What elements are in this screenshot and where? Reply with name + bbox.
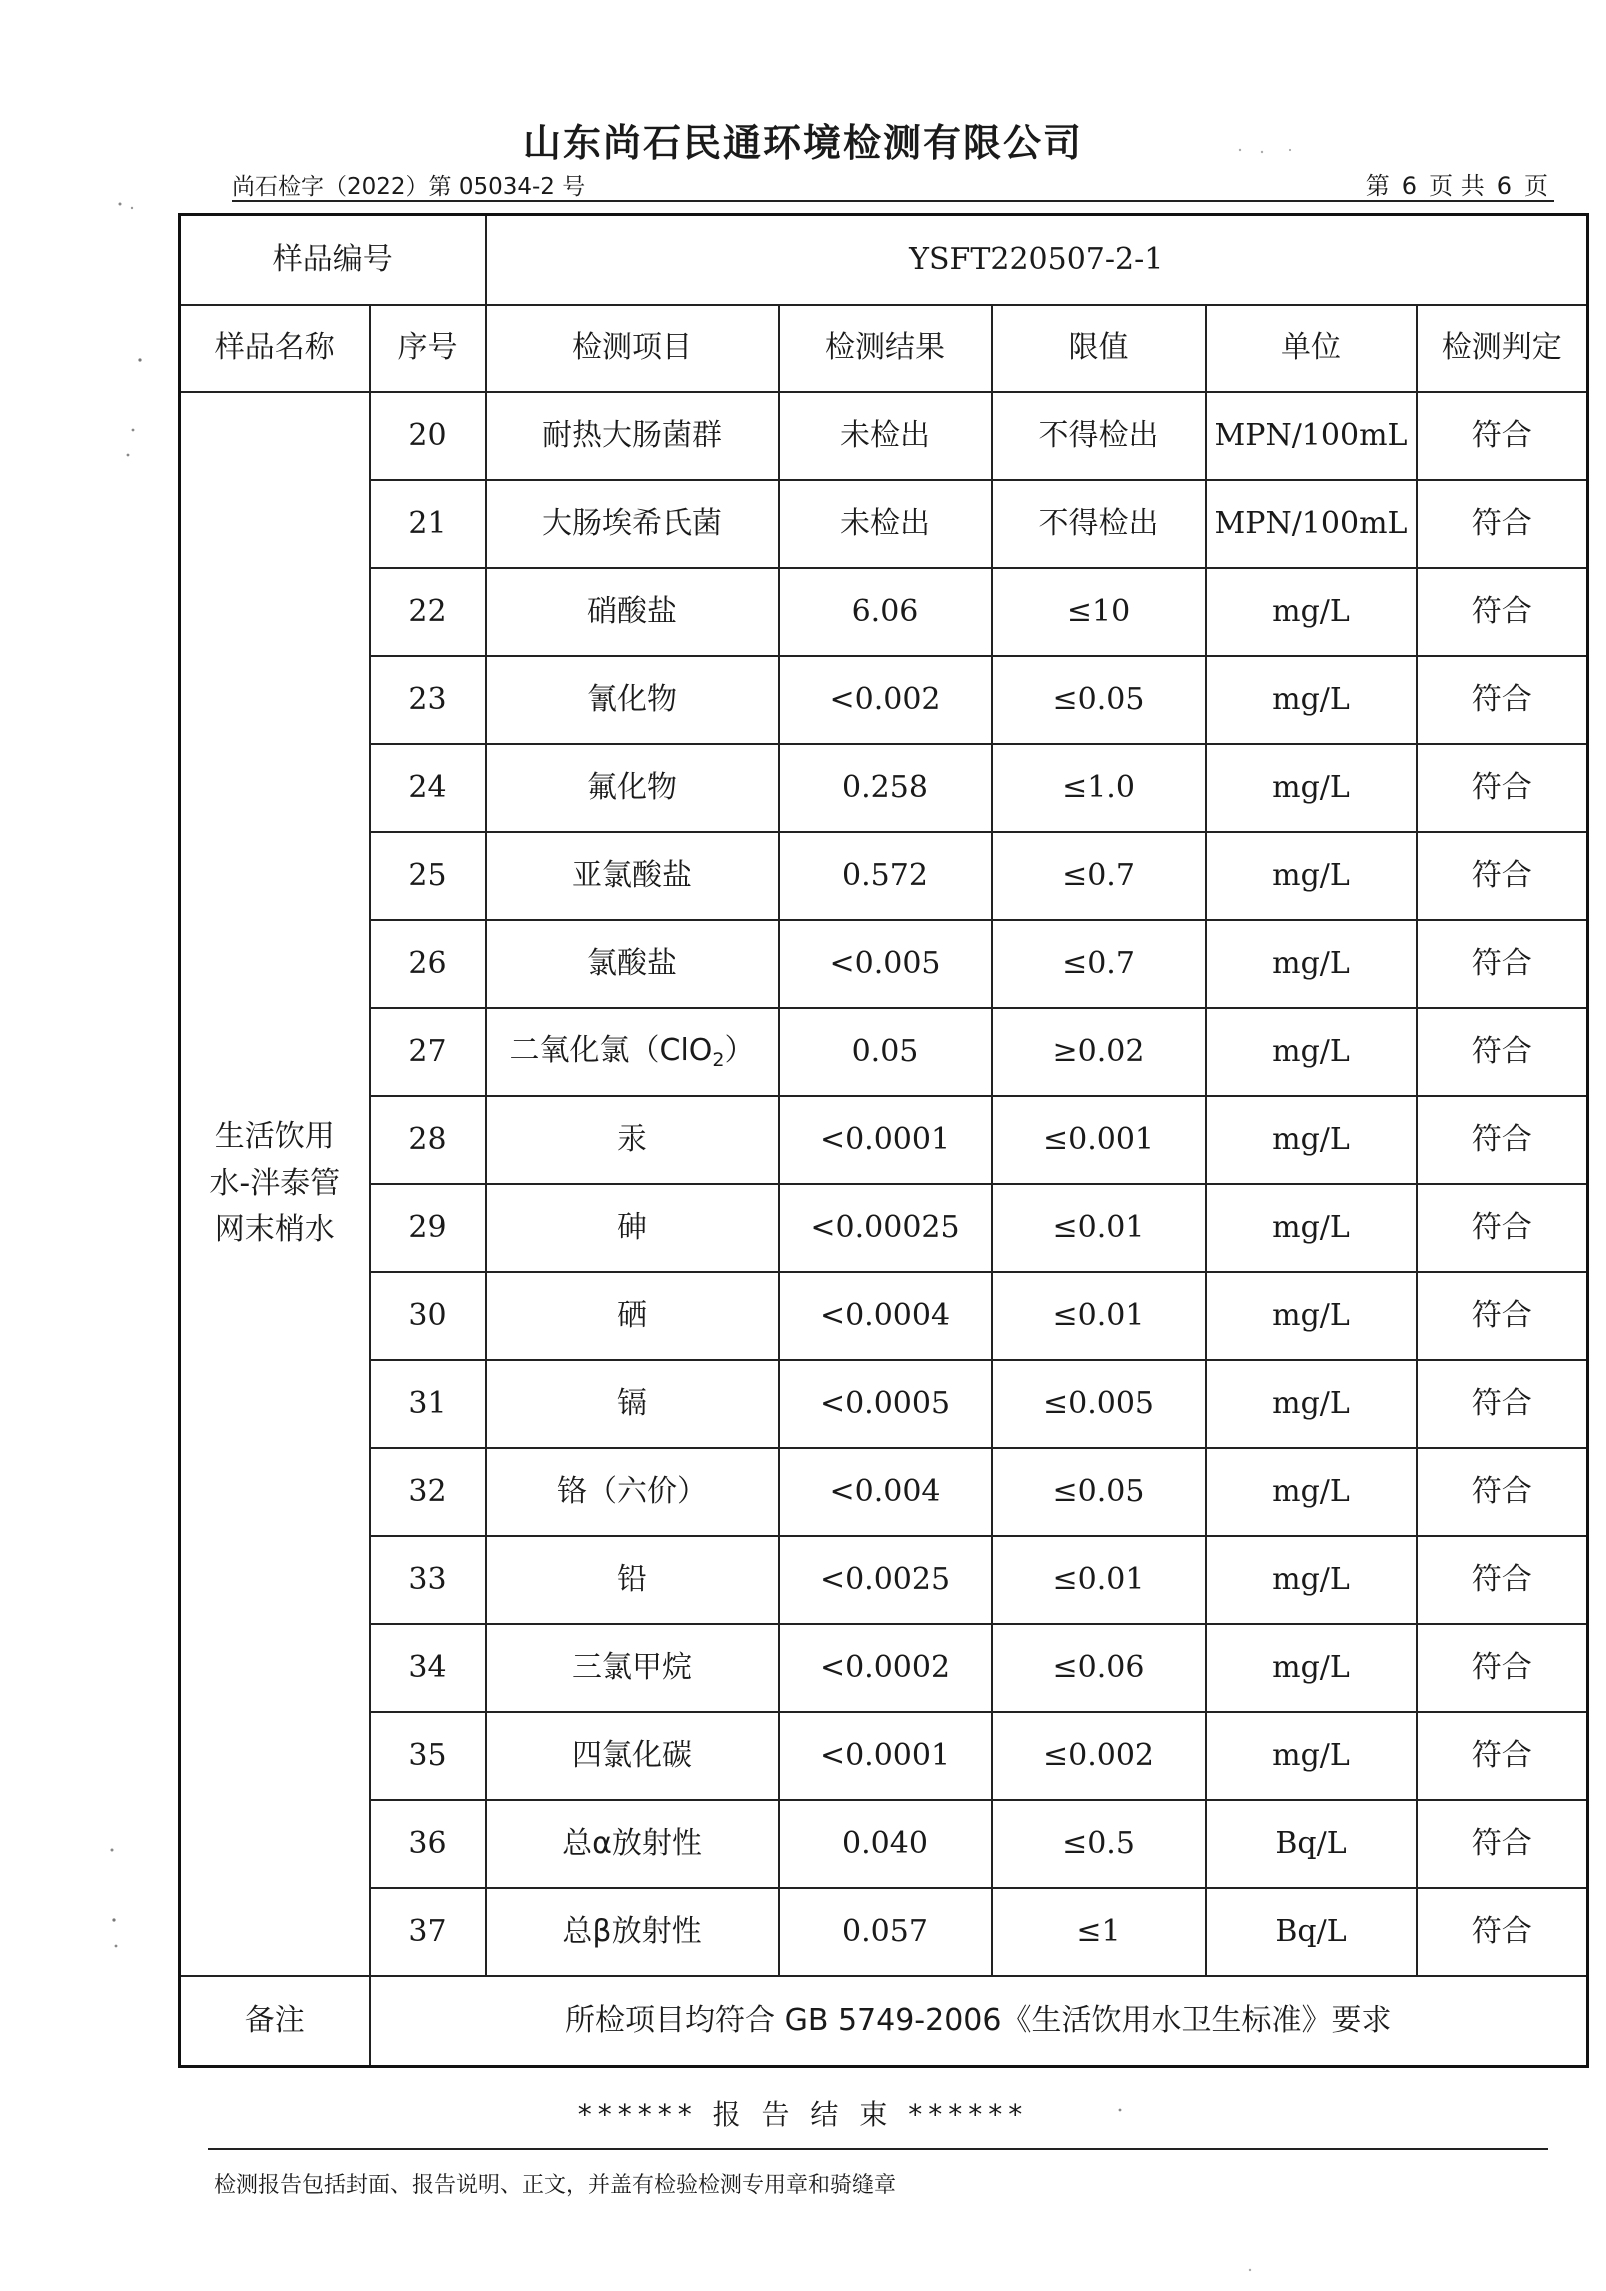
unit-cell: mg/L: [1206, 920, 1417, 1008]
header-sample-name: 样品名称: [180, 305, 370, 392]
limit-cell: ≤0.7: [992, 920, 1206, 1008]
item-text: 二氧化氯（ClO: [509, 1032, 713, 1068]
limit-cell: ≤0.01: [992, 1272, 1206, 1360]
limit-cell: ≤0.001: [992, 1096, 1206, 1184]
sample-id-value: YSFT220507-2-1: [486, 215, 1588, 306]
header-result: 检测结果: [779, 305, 992, 392]
unit-cell: mg/L: [1206, 1096, 1417, 1184]
item-cell: 大肠埃希氏菌: [486, 480, 779, 568]
item-cell: 亚氯酸盐: [486, 832, 779, 920]
page-total: 6: [1496, 172, 1512, 200]
page-indicator: [1360, 166, 1554, 201]
result-cell: <0.004: [779, 1448, 992, 1536]
limit-cell: ≥0.02: [992, 1008, 1206, 1096]
verdict-cell: 符合: [1417, 480, 1588, 568]
result-cell: <0.0005: [779, 1360, 992, 1448]
item-cell: 氯酸盐: [486, 920, 779, 1008]
result-cell: 0.572: [779, 832, 992, 920]
verdict-cell: 符合: [1417, 1360, 1588, 1448]
seq-cell: 36: [370, 1800, 486, 1888]
table-row: [180, 392, 1588, 480]
unit-cell: mg/L: [1206, 832, 1417, 920]
item-cell: 镉: [486, 1360, 779, 1448]
header-divider: [232, 200, 1554, 202]
table-row: [180, 1712, 1588, 1800]
seq-cell: 22: [370, 568, 486, 656]
item-cell: 耐热大肠菌群: [486, 392, 779, 480]
seq-cell: 35: [370, 1712, 486, 1800]
item-cell: 四氯化碳: [486, 1712, 779, 1800]
table-row: [180, 744, 1588, 832]
limit-cell: ≤0.5: [992, 1800, 1206, 1888]
limit-cell: ≤0.005: [992, 1360, 1206, 1448]
verdict-cell: 符合: [1417, 392, 1588, 480]
unit-cell: mg/L: [1206, 1008, 1417, 1096]
company-name: 山东尚石民通环境检测有限公司: [522, 121, 1083, 165]
result-cell: <0.0025: [779, 1536, 992, 1624]
item-cell: 铅: [486, 1536, 779, 1624]
item-cell: 汞: [486, 1096, 779, 1184]
verdict-cell: 符合: [1417, 1448, 1588, 1536]
table-row: [180, 480, 1588, 568]
unit-cell: mg/L: [1206, 1184, 1417, 1272]
footer-note: 检测报告包括封面、报告说明、正文，并盖有检验检测专用章和骑缝章: [214, 2173, 897, 2198]
seq-cell: 20: [370, 392, 486, 480]
seq-cell: 33: [370, 1536, 486, 1624]
unit-cell: MPN/100mL: [1206, 480, 1417, 568]
limit-cell: ≤1.0: [992, 744, 1206, 832]
limit-cell: ≤0.05: [992, 656, 1206, 744]
item-cell: 氟化物: [486, 744, 779, 832]
table-row: [180, 1008, 1588, 1096]
verdict-cell: 符合: [1417, 568, 1588, 656]
unit-cell: mg/L: [1206, 1448, 1417, 1536]
remarks-label: 备注: [180, 1976, 370, 2067]
item-cell: 硝酸盐: [486, 568, 779, 656]
page-label-suffix: 页: [1524, 172, 1548, 200]
result-cell: <0.0001: [779, 1096, 992, 1184]
result-cell: <0.002: [779, 656, 992, 744]
limit-cell: ≤0.05: [992, 1448, 1206, 1536]
unit-cell: mg/L: [1206, 1360, 1417, 1448]
header-seq: 序号: [370, 305, 486, 392]
unit-cell: mg/L: [1206, 1272, 1417, 1360]
seq-cell: 34: [370, 1624, 486, 1712]
item-cell: 砷: [486, 1184, 779, 1272]
result-cell: 0.040: [779, 1800, 992, 1888]
unit-cell: mg/L: [1206, 1624, 1417, 1712]
table-row: [180, 832, 1588, 920]
result-cell: 未检出: [779, 480, 992, 568]
seq-cell: 25: [370, 832, 486, 920]
result-cell: 0.258: [779, 744, 992, 832]
result-cell: 6.06: [779, 568, 992, 656]
test-results-table: [178, 213, 1589, 2068]
verdict-cell: 符合: [1417, 1184, 1588, 1272]
page-label-mid: 页 共: [1429, 172, 1485, 200]
result-cell: <0.005: [779, 920, 992, 1008]
table-row: [180, 1184, 1588, 1272]
seq-cell: 29: [370, 1184, 486, 1272]
table-row: [180, 1272, 1588, 1360]
table-row: [180, 568, 1588, 656]
table-row: [180, 1624, 1588, 1712]
unit-cell: MPN/100mL: [1206, 392, 1417, 480]
column-header-row: [180, 305, 1588, 392]
unit-cell: mg/L: [1206, 1712, 1417, 1800]
remarks-text: 所检项目均符合 GB 5749-2006《生活饮用水卫生标准》要求: [370, 1976, 1588, 2067]
verdict-cell: 符合: [1417, 1800, 1588, 1888]
page-label-prefix: 第: [1365, 172, 1390, 200]
sample-name-cell: 生活饮用水-泮泰管网末梢水: [180, 392, 370, 1976]
result-cell: <0.00025: [779, 1184, 992, 1272]
table-row: [180, 1800, 1588, 1888]
limit-cell: ≤0.7: [992, 832, 1206, 920]
limit-cell: ≤0.01: [992, 1184, 1206, 1272]
item-text-suffix: ）: [724, 1032, 755, 1068]
limit-cell: ≤0.01: [992, 1536, 1206, 1624]
limit-cell: ≤0.002: [992, 1712, 1206, 1800]
limit-cell: ≤0.06: [992, 1624, 1206, 1712]
verdict-cell: 符合: [1417, 1624, 1588, 1712]
item-cell: 氰化物: [486, 656, 779, 744]
seq-cell: 26: [370, 920, 486, 1008]
table-row: [180, 1888, 1588, 1976]
table-row: [180, 1096, 1588, 1184]
report-end-mark: ****** 报 告 结 束 ******: [577, 2098, 1029, 2131]
unit-cell: mg/L: [1206, 744, 1417, 832]
limit-cell: 不得检出: [992, 392, 1206, 480]
seq-cell: 27: [370, 1008, 486, 1096]
table-row: [180, 1536, 1588, 1624]
item-cell: 三氯甲烷: [486, 1624, 779, 1712]
sample-id-label: 样品编号: [180, 215, 486, 306]
item-cell: 总α放射性: [486, 1800, 779, 1888]
seq-cell: 21: [370, 480, 486, 568]
verdict-cell: 符合: [1417, 1888, 1588, 1976]
seq-cell: 37: [370, 1888, 486, 1976]
document-number: 尚石检字（2022）第 05034-2 号: [232, 174, 586, 200]
seq-cell: 30: [370, 1272, 486, 1360]
unit-cell: Bq/L: [1206, 1888, 1417, 1976]
seq-cell: 32: [370, 1448, 486, 1536]
unit-cell: mg/L: [1206, 1536, 1417, 1624]
limit-cell: 不得检出: [992, 480, 1206, 568]
result-cell: <0.0002: [779, 1624, 992, 1712]
footer-divider: [208, 2148, 1548, 2150]
result-cell: <0.0001: [779, 1712, 992, 1800]
item-cell: [486, 1008, 779, 1096]
table-row: [180, 920, 1588, 1008]
result-cell: 未检出: [779, 392, 992, 480]
item-cell: 硒: [486, 1272, 779, 1360]
remarks-row: [180, 1976, 1588, 2067]
result-cell: 0.05: [779, 1008, 992, 1096]
unit-cell: mg/L: [1206, 656, 1417, 744]
page-current: 6: [1401, 172, 1418, 200]
verdict-cell: 符合: [1417, 832, 1588, 920]
result-cell: <0.0004: [779, 1272, 992, 1360]
limit-cell: ≤1: [992, 1888, 1206, 1976]
table-row: [180, 656, 1588, 744]
header-verdict: 检测判定: [1417, 305, 1588, 392]
verdict-cell: 符合: [1417, 1272, 1588, 1360]
verdict-cell: 符合: [1417, 1536, 1588, 1624]
verdict-cell: 符合: [1417, 1712, 1588, 1800]
verdict-cell: 符合: [1417, 1096, 1588, 1184]
item-cell: 总β放射性: [486, 1888, 779, 1976]
seq-cell: 24: [370, 744, 486, 832]
item-subscript: 2: [712, 1048, 725, 1071]
table-row: [180, 1448, 1588, 1536]
header-unit: 单位: [1206, 305, 1417, 392]
table-row: [180, 1360, 1588, 1448]
unit-cell: mg/L: [1206, 568, 1417, 656]
verdict-cell: 符合: [1417, 656, 1588, 744]
item-cell: 铬（六价）: [486, 1448, 779, 1536]
seq-cell: 23: [370, 656, 486, 744]
header-item: 检测项目: [486, 305, 779, 392]
verdict-cell: 符合: [1417, 920, 1588, 1008]
limit-cell: ≤10: [992, 568, 1206, 656]
seq-cell: 28: [370, 1096, 486, 1184]
verdict-cell: 符合: [1417, 1008, 1588, 1096]
sample-id-row: [180, 215, 1588, 306]
verdict-cell: 符合: [1417, 744, 1588, 832]
header-limit: 限值: [992, 305, 1206, 392]
seq-cell: 31: [370, 1360, 486, 1448]
result-cell: 0.057: [779, 1888, 992, 1976]
unit-cell: Bq/L: [1206, 1800, 1417, 1888]
